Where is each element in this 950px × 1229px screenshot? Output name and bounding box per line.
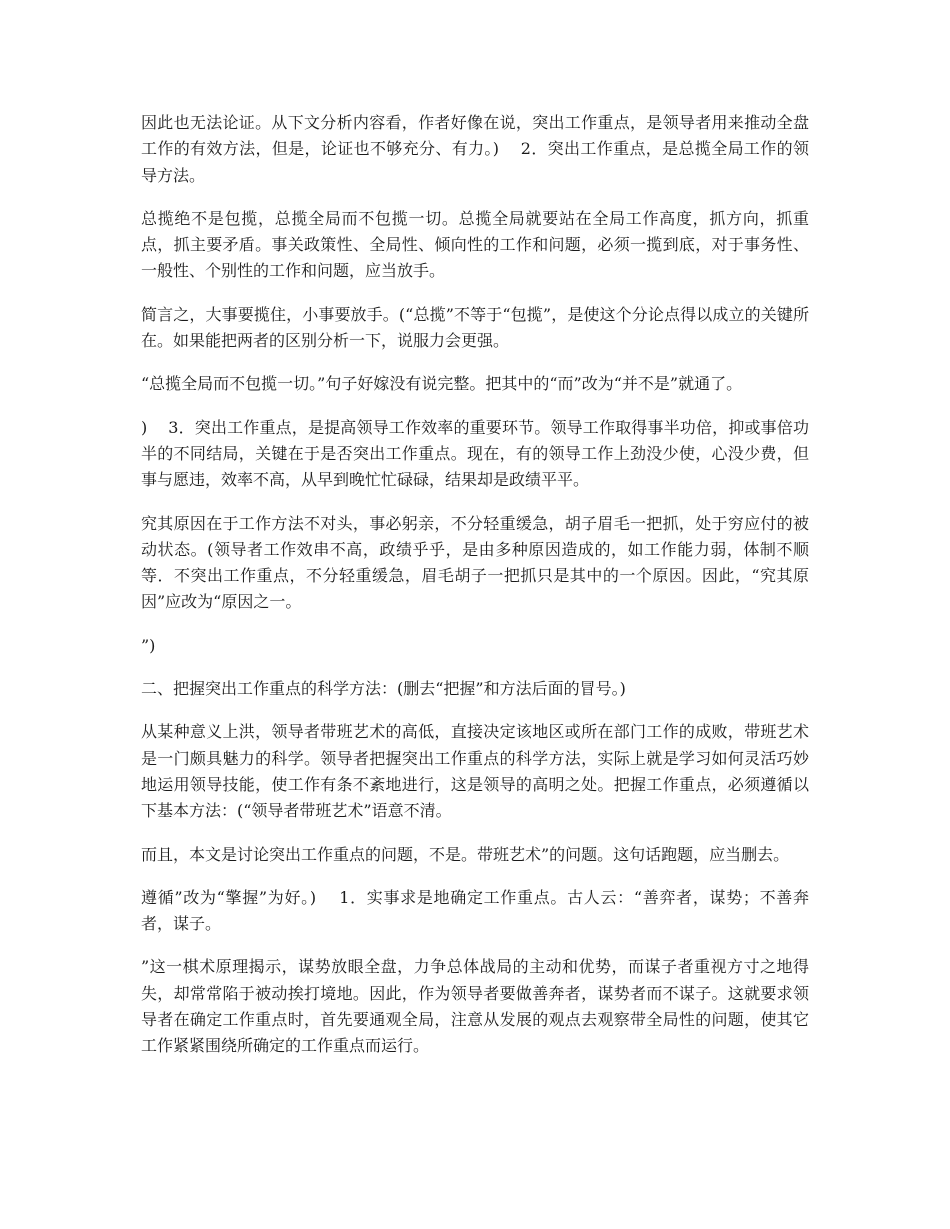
paragraph-7: ”) — [141, 635, 156, 655]
section-heading: 二、把握突出工作重点的科学方法：(删去“把握”和方法后面的冒号。) — [141, 679, 626, 699]
document-body — [141, 110, 809, 1077]
paragraph-1: 因此也无法论证。从下文分析内容看，作者好像在说，突出工作重点，是领导者用来推动全盘工作的有效方法，但是，论证也不够充分、有力。) 2．突出工作重点，是总揽全局工作的领导方法。 — [141, 113, 809, 185]
paragraph-3: 简言之，大事要揽住，小事要放手。(“总揽”不等于“包揽”，是使这个分论点得以成立的关键所在。如果能把两者的区别分析一下，说服力会更强。 — [141, 304, 809, 351]
paragraph-6: 究其原因在于工作方法不对头，事必躬亲，不分轻重缓急，胡子眉毛一把抓，处于穷应付的被动状态。(领导者工作效串不高，政绩乎乎，是由多种原因造成的，如工作能力弱，体制不顺等．不突出工作重点，不分轻重缓急，眉毛胡子一把抓只是其中的一个原因。因此，“究其原因”应改为“原因之一。 — [141, 513, 809, 612]
paragraph-5: ) 3．突出工作重点，是提高领导工作效率的重要环节。领导工作取得事半功倍，抑或事倍功半的不同结局，关键在于是否突出工作重点。现在，有的领导工作上劲没少使，心没少费，但事与愿违，效率不高，从早到晚忙忙碌碌，结果却是政绩平平。 — [141, 417, 809, 490]
paragraph-11: 遵循”改为“擎握”为好。) 1．实事求是地确定工作重点。古人云：“善弈者，谋势；不善奔者，谋子。 — [141, 887, 809, 934]
paragraph-2: 总揽绝不是包揽，总揽全局而不包揽一切。总揽全局就要站在全局工作高度，抓方向，抓重点，抓主要矛盾。事关政策性、全局性、倾向性的工作和问题，必须一揽到底，对于事务性、一般性、个别性的工作和问题，应当放手。 — [141, 208, 809, 281]
paragraph-4: “总揽全局而不包揽一切。”句子好嫁没有说完整。把其中的“而”改为“并不是”就通了。 — [141, 374, 743, 394]
paragraph-9: 从某种意义上洪，领导者带班艺术的高低，直接决定该地区或所在部门工作的成败，带班艺术是一门颇具魅力的科学。领导者把握突出工作重点的科学方法，实际上就是学习如何灵活巧妙地运用领导技能，使工作有条不紊地进行，这是领导的高明之处。把握工作重点，必须遵循以下基本方法：(“领导者带班艺术”语意不清。 — [141, 722, 809, 821]
paragraph-12: ”这一棋术原理揭示，谋势放眼全盘，力争总体战局的主动和优势，而谋子者重视方寸之地得失，却常常陷于被动挨打境地。因此，作为领导者要做善奔者，谋势者而不谋子。这就要求领导者在确定工作重点时，首先要通观全局，注意从发展的观点去观察带全局性的问题，使其它工作紧紧围绕所确定的工作重点而运行。 — [141, 957, 809, 1056]
paragraph-10: 而且，本文是讨论突出工作重点的问题，不是。带班艺术”的问题。这句话跑题，应当删去。 — [141, 844, 790, 864]
